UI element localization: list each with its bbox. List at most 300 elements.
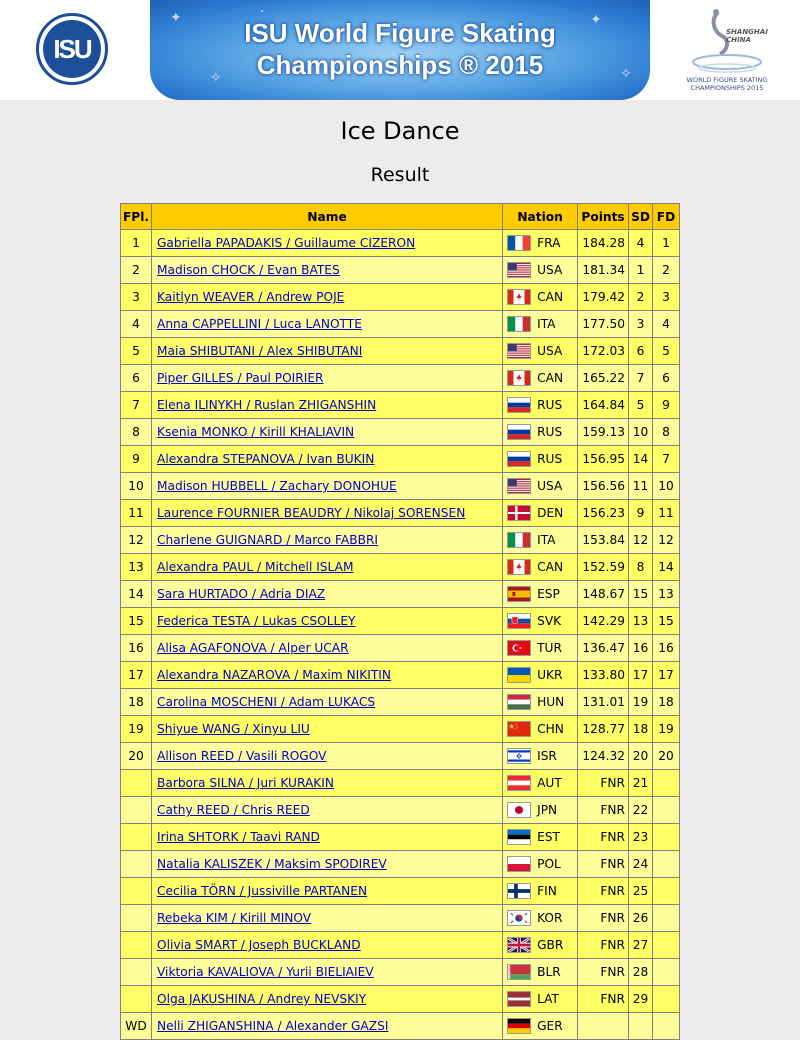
nation-code: RUS	[537, 398, 563, 412]
skater-name-link[interactable]: Madison CHOCK / Evan BATES	[156, 263, 340, 277]
points-cell: FNR	[578, 878, 629, 905]
points-cell: 184.28	[578, 230, 629, 257]
nation-cell	[503, 446, 578, 473]
placement-cell: 3	[121, 284, 152, 311]
fd-cell: 19	[653, 716, 680, 743]
points-cell: 128.77	[578, 716, 629, 743]
name-cell	[151, 743, 502, 770]
table-row	[121, 338, 680, 365]
points-cell: 179.42	[578, 284, 629, 311]
championship-banner	[150, 0, 650, 100]
skater-name-link[interactable]: Sara HURTADO / Adria DIAZ	[156, 587, 326, 601]
table-row	[121, 770, 680, 797]
name-cell	[151, 257, 502, 284]
rus-flag-icon	[507, 424, 531, 440]
name-cell	[151, 716, 502, 743]
ita-flag-icon	[507, 316, 531, 332]
skater-name-link[interactable]: Alexandra PAUL / Mitchell ISLAM	[156, 560, 354, 574]
table-row	[121, 311, 680, 338]
nation-code: ISR	[537, 749, 557, 763]
table-row	[121, 284, 680, 311]
skater-name-link[interactable]: Ksenia MONKO / Kirill KHALIAVIN	[156, 425, 355, 439]
banner-title-line1: ISU World Figure Skating	[244, 18, 556, 48]
fd-cell: 2	[653, 257, 680, 284]
logo-event-text: WORLD FIGURE SKATING CHAMPIONSHIPS 2015	[686, 76, 768, 92]
nation-code: LAT	[537, 992, 559, 1006]
name-cell	[151, 473, 502, 500]
points-cell: FNR	[578, 851, 629, 878]
table-row	[121, 824, 680, 851]
placement-cell: WD	[121, 1013, 152, 1040]
name-cell	[151, 230, 502, 257]
fd-cell: 15	[653, 608, 680, 635]
ger-flag-icon	[507, 1018, 531, 1034]
name-cell	[151, 878, 502, 905]
snowflake-icon: ·	[260, 4, 265, 20]
nation-code: ITA	[537, 317, 556, 331]
points-cell	[578, 1013, 629, 1040]
placement-cell	[121, 770, 152, 797]
table-row	[121, 419, 680, 446]
name-cell	[151, 797, 502, 824]
placement-cell: 17	[121, 662, 152, 689]
nation-cell	[503, 716, 578, 743]
jpn-flag-icon	[507, 802, 531, 818]
fd-cell: 16	[653, 635, 680, 662]
nation-cell	[503, 392, 578, 419]
name-cell	[151, 770, 502, 797]
fd-cell: 6	[653, 365, 680, 392]
sd-cell: 4	[629, 230, 653, 257]
can-flag-icon	[507, 289, 531, 305]
sd-cell: 3	[629, 311, 653, 338]
nation-code: FIN	[537, 884, 557, 898]
nation-cell	[503, 230, 578, 257]
fd-cell	[653, 959, 680, 986]
rus-flag-icon	[507, 397, 531, 413]
nation-cell	[503, 959, 578, 986]
esp-flag-icon	[507, 586, 531, 602]
table-row	[121, 473, 680, 500]
table-row	[121, 230, 680, 257]
table-row	[121, 500, 680, 527]
nation-code: EST	[537, 830, 560, 844]
skater-name-link[interactable]: Piper GILLES / Paul POIRIER	[156, 371, 324, 385]
placement-cell	[121, 824, 152, 851]
points-cell: 159.13	[578, 419, 629, 446]
skater-name-link[interactable]: Laurence FOURNIER BEAUDRY / Nikolaj SORENSEN	[156, 506, 466, 520]
fd-cell: 8	[653, 419, 680, 446]
placement-cell	[121, 878, 152, 905]
fd-cell: 12	[653, 527, 680, 554]
nation-code: FRA	[537, 236, 561, 250]
sd-cell: 14	[629, 446, 653, 473]
nation-cell	[503, 473, 578, 500]
points-cell: 133.80	[578, 662, 629, 689]
usa-flag-icon	[507, 343, 531, 359]
sd-cell: 10	[629, 419, 653, 446]
name-cell	[151, 986, 502, 1013]
table-row	[121, 905, 680, 932]
den-flag-icon	[507, 505, 531, 521]
sd-cell: 27	[629, 932, 653, 959]
fd-cell	[653, 824, 680, 851]
nation-cell	[503, 743, 578, 770]
nation-cell	[503, 824, 578, 851]
sd-cell: 13	[629, 608, 653, 635]
points-cell: 124.32	[578, 743, 629, 770]
header-banner	[0, 0, 800, 100]
fd-cell: 7	[653, 446, 680, 473]
skater-name-link[interactable]: Anna CAPPELLINI / Luca LANOTTE	[156, 317, 362, 331]
points-cell: FNR	[578, 959, 629, 986]
isu-logo[interactable]	[36, 13, 108, 85]
sd-cell: 24	[629, 851, 653, 878]
name-cell	[151, 311, 502, 338]
nation-code: USA	[537, 263, 563, 277]
table-row	[121, 986, 680, 1013]
points-cell: 153.84	[578, 527, 629, 554]
points-cell: 148.67	[578, 581, 629, 608]
table-row	[121, 851, 680, 878]
name-cell	[151, 419, 502, 446]
nation-code: RUS	[537, 452, 563, 466]
nation-cell	[503, 905, 578, 932]
nation-cell	[503, 932, 578, 959]
sd-cell: 21	[629, 770, 653, 797]
skater-name-link[interactable]: Elena ILINYKH / Ruslan ZHIGANSHIN	[156, 398, 377, 412]
name-cell	[151, 527, 502, 554]
nation-cell	[503, 527, 578, 554]
nation-cell	[503, 635, 578, 662]
points-cell: FNR	[578, 986, 629, 1013]
nation-code: CAN	[537, 290, 564, 304]
column-header-nation: Nation	[503, 204, 578, 230]
table-row	[121, 662, 680, 689]
skater-name-link[interactable]: Cathy REED / Chris REED	[156, 803, 310, 817]
skater-name-link[interactable]: Gabriella PAPADAKIS / Guillaume CIZERON	[156, 236, 416, 250]
fd-cell: 20	[653, 743, 680, 770]
column-header-fd: FD	[653, 204, 680, 230]
skater-name-link[interactable]: Charlene GUIGNARD / Marco FABBRI	[156, 533, 379, 547]
nation-code: USA	[537, 344, 563, 358]
points-cell: 156.95	[578, 446, 629, 473]
placement-cell: 4	[121, 311, 152, 338]
name-cell	[151, 392, 502, 419]
name-cell	[151, 662, 502, 689]
sd-cell: 25	[629, 878, 653, 905]
table-row	[121, 689, 680, 716]
table-row	[121, 959, 680, 986]
nation-cell	[503, 1013, 578, 1040]
points-cell: FNR	[578, 905, 629, 932]
nation-cell	[503, 797, 578, 824]
nation-cell	[503, 311, 578, 338]
nation-code: GER	[537, 1019, 563, 1033]
sd-cell: 8	[629, 554, 653, 581]
nation-cell	[503, 419, 578, 446]
points-cell: FNR	[578, 797, 629, 824]
fd-cell	[653, 932, 680, 959]
tur-flag-icon	[507, 640, 531, 656]
placement-cell: 19	[121, 716, 152, 743]
table-row	[121, 716, 680, 743]
points-cell: 172.03	[578, 338, 629, 365]
skater-name-link[interactable]: Kaitlyn WEAVER / Andrew POJE	[156, 290, 345, 304]
snowflake-icon: ✦	[170, 10, 182, 26]
sd-cell: 11	[629, 473, 653, 500]
nation-cell	[503, 338, 578, 365]
gbr-flag-icon	[507, 937, 531, 953]
nation-cell	[503, 662, 578, 689]
fra-flag-icon	[507, 235, 531, 251]
rus-flag-icon	[507, 451, 531, 467]
points-cell: 142.29	[578, 608, 629, 635]
nation-cell	[503, 851, 578, 878]
skater-name-link[interactable]: Olga JAKUSHINA / Andrey NEVSKIY	[156, 992, 367, 1006]
skater-name-link[interactable]: Cecilia TÖRN / Jussiville PARTANEN	[156, 884, 368, 898]
nation-code: ITA	[537, 533, 556, 547]
can-flag-icon	[507, 559, 531, 575]
sd-cell: 15	[629, 581, 653, 608]
nation-code: TUR	[537, 641, 562, 655]
usa-flag-icon	[507, 262, 531, 278]
nation-cell	[503, 770, 578, 797]
points-cell: 156.56	[578, 473, 629, 500]
sd-cell: 20	[629, 743, 653, 770]
skater-name-link[interactable]: Irina SHTORK / Taavi RAND	[156, 830, 320, 844]
nation-code: AUT	[537, 776, 562, 790]
points-cell: 165.22	[578, 365, 629, 392]
sd-cell: 1	[629, 257, 653, 284]
table-row	[121, 446, 680, 473]
fd-cell: 9	[653, 392, 680, 419]
name-cell	[151, 446, 502, 473]
fd-cell: 18	[653, 689, 680, 716]
kor-flag-icon	[507, 910, 531, 926]
placement-cell: 1	[121, 230, 152, 257]
page-subtitle: Result	[370, 164, 430, 186]
placement-cell	[121, 905, 152, 932]
fd-cell	[653, 905, 680, 932]
points-cell: 181.34	[578, 257, 629, 284]
sd-cell: 19	[629, 689, 653, 716]
nation-code: POL	[537, 857, 561, 871]
nation-code: KOR	[537, 911, 563, 925]
points-cell: 131.01	[578, 689, 629, 716]
column-header-name: Name	[151, 204, 502, 230]
skater-name-link[interactable]: Allison REED / Vasili ROGOV	[156, 749, 327, 763]
table-header-row	[121, 204, 680, 230]
isr-flag-icon	[507, 748, 531, 764]
snowflake-icon: ✦	[590, 12, 602, 28]
column-header-points: Points	[578, 204, 629, 230]
page-title: Ice Dance	[340, 117, 460, 145]
points-cell: 177.50	[578, 311, 629, 338]
nation-code: GBR	[537, 938, 564, 952]
placement-cell: 5	[121, 338, 152, 365]
ita-flag-icon	[507, 532, 531, 548]
fd-cell: 14	[653, 554, 680, 581]
placement-cell	[121, 851, 152, 878]
points-cell: 164.84	[578, 392, 629, 419]
points-cell: 156.23	[578, 500, 629, 527]
skater-name-link[interactable]: Alexandra STEPANOVA / Ivan BUKIN	[156, 452, 375, 466]
placement-cell: 13	[121, 554, 152, 581]
table-row	[121, 554, 680, 581]
skater-name-link[interactable]: Shiyue WANG / Xinyu LIU	[156, 722, 310, 736]
fd-cell: 17	[653, 662, 680, 689]
nation-code: BLR	[537, 965, 561, 979]
sd-cell: 5	[629, 392, 653, 419]
sd-cell: 29	[629, 986, 653, 1013]
banner-title-line2: Championships ® 2015	[256, 50, 544, 80]
fd-cell: 3	[653, 284, 680, 311]
placement-cell	[121, 932, 152, 959]
sd-cell: 16	[629, 635, 653, 662]
placement-cell: 10	[121, 473, 152, 500]
placement-cell: 6	[121, 365, 152, 392]
table-row	[121, 932, 680, 959]
aut-flag-icon	[507, 775, 531, 791]
nation-cell	[503, 500, 578, 527]
name-cell	[151, 851, 502, 878]
sd-cell	[629, 1013, 653, 1040]
skater-name-link[interactable]: Alisa AGAFONOVA / Alper UCAR	[156, 641, 349, 655]
placement-cell: 18	[121, 689, 152, 716]
sd-cell: 26	[629, 905, 653, 932]
name-cell	[151, 500, 502, 527]
skater-name-link[interactable]: Viktoria KAVALIOVA / Yurii BIELIAIEV	[156, 965, 374, 979]
table-row	[121, 743, 680, 770]
name-cell	[151, 635, 502, 662]
name-cell	[151, 608, 502, 635]
fd-cell	[653, 797, 680, 824]
blr-flag-icon	[507, 964, 531, 980]
nation-code: JPN	[537, 803, 558, 817]
fd-cell	[653, 878, 680, 905]
skater-name-link[interactable]: Carolina MOSCHENI / Adam LUKACS	[156, 695, 376, 709]
table-row	[121, 365, 680, 392]
logo-city-text: SHANGHAI CHINA	[726, 28, 768, 44]
placement-cell: 11	[121, 500, 152, 527]
placement-cell: 16	[121, 635, 152, 662]
placement-cell: 15	[121, 608, 152, 635]
sd-cell: 28	[629, 959, 653, 986]
chn-flag-icon	[507, 721, 531, 737]
placement-cell	[121, 986, 152, 1013]
name-cell	[151, 932, 502, 959]
nation-cell	[503, 689, 578, 716]
fd-cell: 1	[653, 230, 680, 257]
pol-flag-icon	[507, 856, 531, 872]
skater-name-link[interactable]: Nelli ZHIGANSHINA / Alexander GAZSI	[156, 1019, 389, 1033]
results-table	[120, 203, 680, 1040]
sd-cell: 23	[629, 824, 653, 851]
sd-cell: 7	[629, 365, 653, 392]
skater-name-link[interactable]: Alexandra NAZAROVA / Maxim NIKITIN	[156, 668, 392, 682]
name-cell	[151, 554, 502, 581]
points-cell: 152.59	[578, 554, 629, 581]
column-header-fpl: FPl.	[121, 204, 152, 230]
skater-name-link[interactable]: Rebeka KIM / Kirill MINOV	[156, 911, 312, 925]
name-cell	[151, 581, 502, 608]
name-cell	[151, 689, 502, 716]
fd-cell: 4	[653, 311, 680, 338]
ukr-flag-icon	[507, 667, 531, 683]
sd-cell: 6	[629, 338, 653, 365]
nation-code: CAN	[537, 371, 564, 385]
nation-code: SVK	[537, 614, 562, 628]
placement-cell: 20	[121, 743, 152, 770]
fd-cell: 11	[653, 500, 680, 527]
skater-name-link[interactable]: Federica TESTA / Lukas CSOLLEY	[156, 614, 356, 628]
can-flag-icon	[507, 370, 531, 386]
name-cell	[151, 905, 502, 932]
usa-flag-icon	[507, 478, 531, 494]
nation-cell	[503, 554, 578, 581]
sd-cell: 22	[629, 797, 653, 824]
hun-flag-icon	[507, 694, 531, 710]
nation-cell	[503, 986, 578, 1013]
placement-cell: 14	[121, 581, 152, 608]
sd-cell: 17	[629, 662, 653, 689]
fd-cell	[653, 1013, 680, 1040]
points-cell: 136.47	[578, 635, 629, 662]
placement-cell	[121, 797, 152, 824]
skater-name-link[interactable]: Natalia KALISZEK / Maksim SPODIREV	[156, 857, 387, 871]
nation-cell	[503, 284, 578, 311]
skater-name-link[interactable]: Olivia SMART / Joseph BUCKLAND	[156, 938, 361, 952]
nation-code: ESP	[537, 587, 560, 601]
sd-cell: 18	[629, 716, 653, 743]
fd-cell: 5	[653, 338, 680, 365]
points-cell: FNR	[578, 824, 629, 851]
nation-code: CHN	[537, 722, 564, 736]
nation-code: CAN	[537, 560, 564, 574]
name-cell	[151, 284, 502, 311]
isu-logo-text: ISU	[43, 20, 101, 78]
nation-cell	[503, 581, 578, 608]
nation-code: RUS	[537, 425, 563, 439]
name-cell	[151, 338, 502, 365]
sd-cell: 2	[629, 284, 653, 311]
nation-cell	[503, 608, 578, 635]
fd-cell: 10	[653, 473, 680, 500]
est-flag-icon	[507, 829, 531, 845]
nation-code: DEN	[537, 506, 564, 520]
table-row	[121, 527, 680, 554]
table-row	[121, 257, 680, 284]
fd-cell: 13	[653, 581, 680, 608]
placement-cell: 2	[121, 257, 152, 284]
points-cell: FNR	[578, 770, 629, 797]
points-cell: FNR	[578, 932, 629, 959]
placement-cell: 7	[121, 392, 152, 419]
name-cell	[151, 959, 502, 986]
skater-name-link[interactable]: Barbora SILNA / Juri KURAKIN	[156, 776, 334, 790]
placement-cell: 9	[121, 446, 152, 473]
nation-cell	[503, 878, 578, 905]
table-row	[121, 608, 680, 635]
nation-cell	[503, 365, 578, 392]
shanghai-logo[interactable]	[680, 6, 774, 96]
fd-cell	[653, 770, 680, 797]
skater-name-link[interactable]: Madison HUBBELL / Zachary DONOHUE	[156, 479, 397, 493]
placement-cell: 8	[121, 419, 152, 446]
skater-name-link[interactable]: Maia SHIBUTANI / Alex SHIBUTANI	[156, 344, 363, 358]
name-cell	[151, 365, 502, 392]
